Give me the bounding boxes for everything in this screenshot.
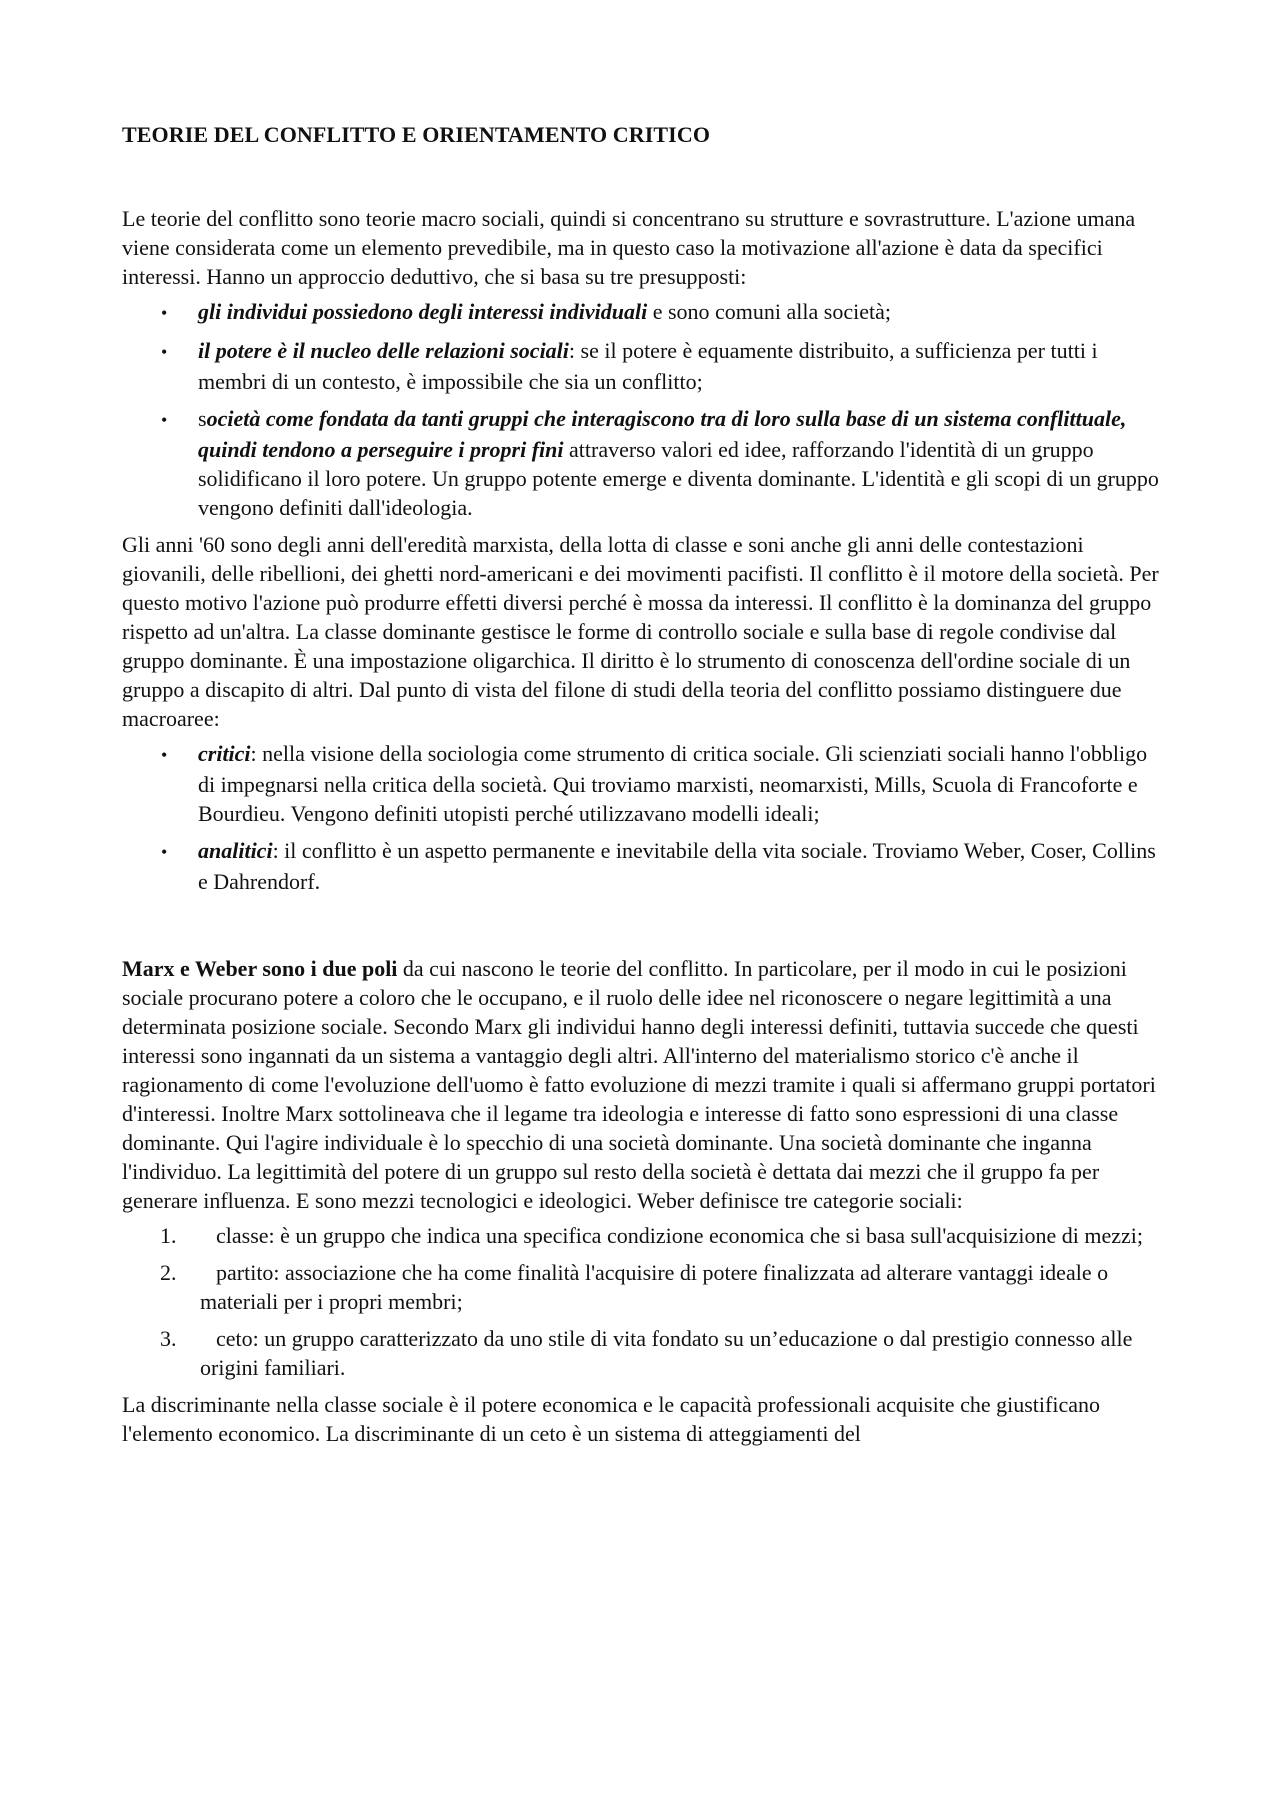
list-item	[122, 336, 1162, 396]
bullet-icon: •	[161, 342, 168, 362]
presupposti-list	[122, 297, 1162, 522]
item-text: attraverso valori ed idee, rafforzando l'identità di un gruppo solidificano il loro potere. Un gruppo potente emerge e diventa dominante. L'identità e gli scopi di un gruppo vengono definiti dall'ideologia.	[198, 437, 1159, 520]
item-text: : il conflitto è un aspetto permanente e inevitabile della vita sociale. Troviamo Weber, Coser, Collins e Dahrendorf.	[198, 838, 1156, 894]
item-emphasis: analitici	[198, 838, 273, 863]
list-item	[122, 836, 1162, 896]
document-title: TEORIE DEL CONFLITTO E ORIENTAMENTO CRITICO	[122, 122, 711, 147]
list-item	[122, 1221, 1162, 1250]
paragraph-text: da cui nascono le teorie del conflitto. In particolare, per il modo in cui le posizioni sociale procurano potere a coloro che le occupano, e il ruolo delle idee nel riconoscere o negare legittimità a una determinata posizione sociale. Secondo Marx gli individui hanno degli interessi definiti, tuttavia succede che questi interessi sono ingannati da un sistema a vantaggio degli altri. All'interno del materialismo storico c'è anche il ragionamento di come l'evoluzione dell'uomo è fatto evoluzione di mezzi tramite i quali si affermano gruppi portatori d'interessi. Inoltre Marx sottolineava che il legame tra ideologia e interesse di fatto sono espressioni di una classe dominante. Qui l'agire individuale è lo specchio di una società dominante. Una società dominante che inganna l'individuo. La legittimità del potere di un gruppo sul resto della società è dettata dai mezzi che il gruppo fa per generare influenza. E sono mezzi tecnologici e ideologici. Weber definisce tre categorie sociali:	[122, 956, 1156, 1213]
list-item	[122, 739, 1162, 828]
item-number: 1.	[160, 1223, 177, 1248]
categorie-list	[122, 1221, 1162, 1382]
item-text: classe: è un gruppo che indica una specifica condizione economica che si basa sull'acquisizione di mezzi;	[216, 1223, 1143, 1248]
bullet-icon: •	[161, 842, 168, 862]
intro-paragraph: Le teorie del conflitto sono teorie macro sociali, quindi si concentrano su strutture e sovrastrutture. L'azione umana viene considerata come un elemento prevedibile, ma in questo caso la motivazione all'azione è data da specifici interessi. Hanno un approccio deduttivo, che si basa su tre presupposti:	[122, 206, 1136, 289]
item-text: : se il potere è equamente distribuito, a sufficienza per tutti i membri di un contesto, è impossibile che sia un conflitto;	[198, 338, 1098, 394]
item-lead: s	[198, 406, 207, 431]
item-emphasis: il potere è il nucleo delle relazioni sociali	[198, 338, 569, 363]
item-emphasis: critici	[198, 741, 251, 766]
bold-lead: Marx e Weber sono i due poli	[122, 956, 398, 981]
closing-paragraph: La discriminante nella classe sociale è il potere economica e le capacità professionali acquisite che giustificano l'elemento economico. La discriminante di un ceto è un sistema di atteggiamenti del	[122, 1392, 1100, 1446]
item-emphasis: gli individui possiedono degli interessi individuali	[198, 299, 648, 324]
item-text: e sono comuni alla società;	[647, 299, 891, 324]
section-gap	[122, 904, 1162, 954]
list-item	[122, 1324, 1162, 1382]
bullet-icon: •	[161, 410, 168, 430]
item-number: 3.	[160, 1326, 177, 1351]
bullet-icon: •	[161, 303, 168, 323]
item-emphasis: ocietà come fondata da tanti gruppi che interagiscono tra di loro sulla base di un sistema conflittuale, quindi tendono a perseguire i propri fini	[198, 406, 1127, 462]
bullet-icon: •	[161, 745, 168, 765]
list-item	[122, 297, 1162, 328]
document-content	[122, 120, 1162, 1454]
item-text: ceto: un gruppo caratterizzato da uno stile di vita fondato su un’educazione o dal prestigio connesso alle origini familiari.	[200, 1326, 1133, 1380]
macroaree-list	[122, 739, 1162, 896]
sixties-paragraph: Gli anni '60 sono degli anni dell'eredità marxista, della lotta di classe e soni anche gli anni delle contestazioni giovanili, delle ribellioni, dei ghetti nord-americani e dei movimenti pacifisti. Il conflitto è il motore della società. Per questo motivo l'azione può produrre effetti diversi perché è mossa da interessi. Il conflitto è la dominanza del gruppo rispetto ad un'altra. La classe dominante gestisce le forme di controllo sociale e sulla base di regole condivise dal gruppo dominante. È una impostazione oligarchica. Il diritto è lo strumento di conoscenza dell'ordine sociale di un gruppo a discapito di altri. Dal punto di vista del filone di studi della teoria del conflitto possiamo distinguere due macroaree:	[122, 532, 1159, 731]
marx-weber-paragraph	[122, 954, 1162, 1215]
list-item	[122, 404, 1162, 522]
item-text: partito: associazione che ha come finalità l'acquisire di potere finalizzata ad alterare vantaggi ideale o materiali per i propri membri;	[200, 1260, 1109, 1314]
item-text: : nella visione della sociologia come strumento di critica sociale. Gli scienziati sociali hanno l'obbligo di impegnarsi nella critica della società. Qui troviamo marxisti, neomarxisti, Mills, Scuola di Francoforte e Bourdieu. Vengono definiti utopisti perché utilizzavano modelli ideali;	[198, 741, 1148, 826]
item-number: 2.	[160, 1260, 177, 1285]
list-item	[122, 1258, 1162, 1316]
